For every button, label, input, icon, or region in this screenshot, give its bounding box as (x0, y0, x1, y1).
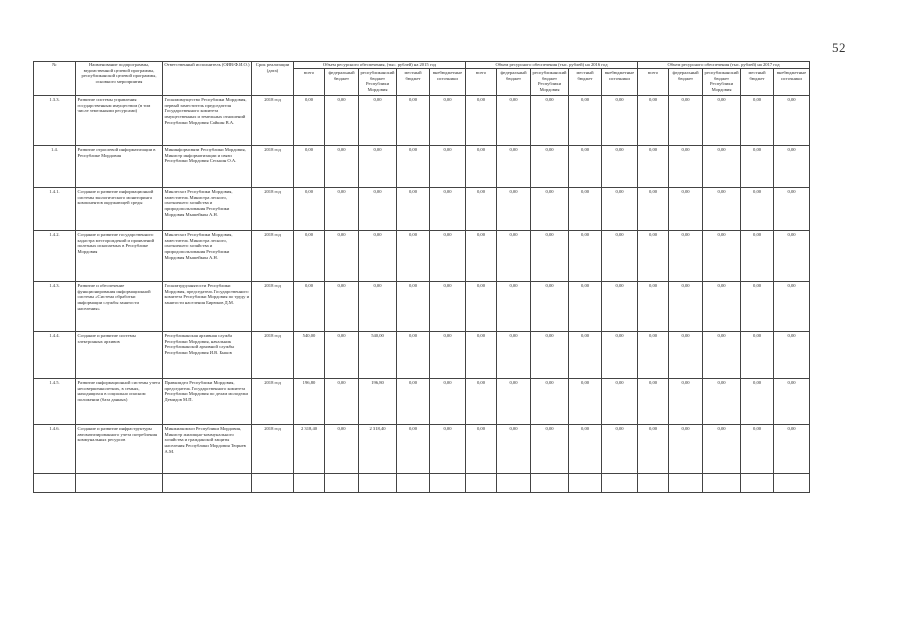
row-responsible: Республиканская архивная служба Республики Мордовия, начальник Республиканской архивной службы Республики Мордовия И.В. Быков (163, 332, 252, 379)
value-2015-extrabudget: 0,00 (430, 96, 466, 146)
value-2016-republic: 0,00 (531, 146, 569, 188)
table-row (34, 96, 810, 146)
value-2017-total: 0,00 (638, 425, 669, 474)
value-2017-extrabudget: 0,00 (774, 188, 810, 231)
value-2016-local: 0,00 (569, 379, 602, 425)
value-2015-federal: 0,00 (325, 146, 359, 188)
value-2015-republic: 0,00 (359, 188, 397, 231)
value-2016-extrabudget: 0,00 (602, 231, 638, 282)
value-2017-total: 0,00 (638, 282, 669, 332)
value-2016-federal: 0,00 (497, 425, 531, 474)
value-2015-extrabudget: 0,00 (430, 231, 466, 282)
row-term: 2018 год (252, 332, 294, 379)
value-2016-total: 0,00 (466, 188, 497, 231)
table-body (34, 96, 810, 493)
value-2016-local: 0,00 (569, 282, 602, 332)
value-2015-extrabudget: 0,00 (430, 425, 466, 474)
value-2015-federal: 0,00 (325, 188, 359, 231)
table-row (34, 379, 810, 425)
table-row (34, 282, 810, 332)
row-responsible: Правкомдел Республики Мордовия, председатель Государственного комитета Республики Мордовия по делам молодежи Демидов М.П. (163, 379, 252, 425)
value-2016-republic: 0,00 (531, 231, 569, 282)
value-2016-local: 0,00 (569, 425, 602, 474)
value-2017-local: 0,00 (741, 96, 774, 146)
value-2015-republic: 540,00 (359, 332, 397, 379)
value-2016-total: 0,00 (466, 96, 497, 146)
value-2015-local: 0,00 (397, 146, 430, 188)
row-name: Создание и развитие системы электронных архивов (76, 332, 163, 379)
row-term: 2018 год (252, 96, 294, 146)
table-row (34, 188, 810, 231)
value-2016-federal: 0,00 (497, 379, 531, 425)
value-2017-republic: 0,00 (703, 282, 741, 332)
value-2016-total: 0,00 (466, 282, 497, 332)
row-number: 1.4.5. (34, 379, 76, 425)
value-2017-local: 0,00 (741, 231, 774, 282)
value-2017-republic: 0,00 (703, 188, 741, 231)
value-2016-republic: 0,00 (531, 332, 569, 379)
value-2016-extrabudget: 0,00 (602, 379, 638, 425)
header-group-2015: Объем ресурсного обеспечения, (тыс. рублей) на 2015 год (294, 62, 466, 69)
value-2016-extrabudget: 0,00 (602, 96, 638, 146)
header-sub-federal: федеральный бюджет (497, 69, 531, 96)
value-2015-extrabudget: 0,00 (430, 379, 466, 425)
value-2016-extrabudget: 0,00 (602, 188, 638, 231)
value-2016-total: 0,00 (466, 332, 497, 379)
value-2015-federal: 0,00 (325, 332, 359, 379)
header-sub-federal: федеральный бюджет (325, 69, 359, 96)
value-2016-republic: 0,00 (531, 96, 569, 146)
table-row (34, 425, 810, 474)
value-2015-federal: 0,00 (325, 425, 359, 474)
value-2015-republic: 0,00 (359, 231, 397, 282)
value-2016-extrabudget: 0,00 (602, 146, 638, 188)
value-2017-federal: 0,00 (669, 282, 703, 332)
row-responsible: Госкомтрудзанятости Республики Мордовия, председатель Государственного комитета Республики Мордовия по труду и занятости населения Бирюков Д.М. (163, 282, 252, 332)
value-2015-federal: 0,00 (325, 231, 359, 282)
value-2016-total: 0,00 (466, 379, 497, 425)
value-2016-republic: 0,00 (531, 282, 569, 332)
value-2016-federal: 0,00 (497, 282, 531, 332)
header-name: Наименование подпрограммы, ведомственной целевой программы, республиканской целевой программы, основного мероприятия (76, 62, 163, 96)
value-2017-extrabudget: 0,00 (774, 425, 810, 474)
value-2016-local: 0,00 (569, 188, 602, 231)
value-2017-extrabudget: 0,00 (774, 231, 810, 282)
table-row (34, 146, 810, 188)
row-number: 1.4. (34, 146, 76, 188)
value-2017-local: 0,00 (741, 332, 774, 379)
row-term: 2018 год (252, 231, 294, 282)
header-sub-total: всего (466, 69, 497, 96)
value-2017-republic: 0,00 (703, 231, 741, 282)
value-2016-republic: 0,00 (531, 379, 569, 425)
header-sub-federal: федеральный бюджет (669, 69, 703, 96)
value-2016-federal: 0,00 (497, 231, 531, 282)
row-name: Создание и развитие государственного кадастра месторождений и проявлений полезных ископаемых в Республике Мордовия (76, 231, 163, 282)
value-2017-federal: 0,00 (669, 332, 703, 379)
value-2016-republic: 0,00 (531, 425, 569, 474)
row-responsible: Мининформсвязи Республики Мордовия, Министр информатизации и связи Республики Мордовия Сеськин О.А. (163, 146, 252, 188)
value-2017-federal: 0,00 (669, 188, 703, 231)
row-name: Создание и развитие инфраструктуры автоматизированного учета потребления коммунальных ресурсов (76, 425, 163, 474)
value-2015-extrabudget: 0,00 (430, 146, 466, 188)
value-2017-extrabudget: 0,00 (774, 146, 810, 188)
value-2017-local: 0,00 (741, 425, 774, 474)
value-2015-federal: 0,00 (325, 96, 359, 146)
row-term: 2018 год (252, 425, 294, 474)
value-2016-local: 0,00 (569, 332, 602, 379)
value-2016-federal: 0,00 (497, 188, 531, 231)
value-2017-republic: 0,00 (703, 332, 741, 379)
value-2017-federal: 0,00 (669, 96, 703, 146)
value-2017-extrabudget: 0,00 (774, 282, 810, 332)
value-2015-local: 0,00 (397, 188, 430, 231)
value-2015-extrabudget: 0,00 (430, 188, 466, 231)
row-term: 2018 год (252, 146, 294, 188)
value-2015-total: 2 318,40 (294, 425, 325, 474)
value-2016-federal: 0,00 (497, 146, 531, 188)
header-sub-extrabudget: внебюджетные источники (430, 69, 466, 96)
value-2015-total: 540,00 (294, 332, 325, 379)
value-2017-republic: 0,00 (703, 425, 741, 474)
value-2017-federal: 0,00 (669, 146, 703, 188)
value-2017-federal: 0,00 (669, 379, 703, 425)
value-2015-federal: 0,00 (325, 282, 359, 332)
row-term: 2018 год (252, 282, 294, 332)
row-term: 2018 год (252, 379, 294, 425)
value-2017-total: 0,00 (638, 146, 669, 188)
table-row (34, 231, 810, 282)
header-sub-total: всего (638, 69, 669, 96)
value-2017-federal: 0,00 (669, 231, 703, 282)
value-2017-extrabudget: 0,00 (774, 379, 810, 425)
row-number: 1.4.3. (34, 282, 76, 332)
header-sub-extrabudget: внебюджетные источники (602, 69, 638, 96)
value-2015-republic: 0,00 (359, 96, 397, 146)
value-2015-local: 0,00 (397, 379, 430, 425)
value-2015-republic: 0,00 (359, 282, 397, 332)
value-2017-extrabudget: 0,00 (774, 332, 810, 379)
value-2016-total: 0,00 (466, 425, 497, 474)
table-row-empty (34, 474, 810, 493)
value-2015-total: 0,00 (294, 188, 325, 231)
row-number: 1.4.1. (34, 188, 76, 231)
value-2016-federal: 0,00 (497, 96, 531, 146)
value-2016-local: 0,00 (569, 146, 602, 188)
row-name: Создание и развитие информационной системы экологического мониторинга компонентов окружающей среды (76, 188, 163, 231)
value-2015-republic: 196,80 (359, 379, 397, 425)
row-number: 1.3.3. (34, 96, 76, 146)
value-2015-extrabudget: 0,00 (430, 282, 466, 332)
row-name: Развитие системы управления государственным имуществом (в том числе земельными ресурсами) (76, 96, 163, 146)
value-2015-local: 0,00 (397, 332, 430, 379)
value-2015-local: 0,00 (397, 282, 430, 332)
row-name: Развитие и обеспечение функционирования информационной системы «Система обработки информации службы занятости населения» (76, 282, 163, 332)
value-2015-total: 0,00 (294, 96, 325, 146)
header-sub-republic: республиканский бюджет Республики Мордовия (531, 69, 569, 96)
value-2017-republic: 0,00 (703, 96, 741, 146)
header-sub-local: местный бюджет (397, 69, 430, 96)
value-2017-total: 0,00 (638, 332, 669, 379)
value-2017-local: 0,00 (741, 146, 774, 188)
value-2016-federal: 0,00 (497, 332, 531, 379)
value-2015-local: 0,00 (397, 425, 430, 474)
row-name: Развитие информационной системы учета несовершеннолетних, в семьях, находящихся в социально опасном положении (база данных) (76, 379, 163, 425)
value-2016-total: 0,00 (466, 231, 497, 282)
header-sub-extrabudget: внебюджетные источники (774, 69, 810, 96)
row-number: 1.4.2. (34, 231, 76, 282)
header-sub-local: местный бюджет (569, 69, 602, 96)
value-2017-republic: 0,00 (703, 379, 741, 425)
row-responsible: Минлесхоз Республики Мордовия, заместитель Министра лесного, охотничьего хозяйства и природопользования Республики Мордовия Мышейкин А.Н. (163, 231, 252, 282)
value-2015-republic: 0,00 (359, 146, 397, 188)
value-2016-local: 0,00 (569, 96, 602, 146)
value-2016-total: 0,00 (466, 146, 497, 188)
value-2016-extrabudget: 0,00 (602, 282, 638, 332)
header-sub-total: всего (294, 69, 325, 96)
header-responsible: Ответственный исполнитель (ОИВ/Ф.И.О.) (163, 62, 252, 96)
header-group-2017: Объем ресурсного обеспечения (тыс. рублей) на 2017 год (638, 62, 810, 69)
value-2015-republic: 2 318,40 (359, 425, 397, 474)
value-2015-local: 0,00 (397, 231, 430, 282)
row-responsible: Госкомимущество Республики Мордовия, первый заместитель председателя Государственного комитета имущественных и земельных отношений Республики Мордовия Сайкин В.А. (163, 96, 252, 146)
header-sub-republic: республиканский бюджет Республики Мордовия (703, 69, 741, 96)
table-row (34, 332, 810, 379)
page-number: 52 (832, 40, 846, 55)
value-2015-local: 0,00 (397, 96, 430, 146)
row-term: 2018 год (252, 188, 294, 231)
value-2017-total: 0,00 (638, 379, 669, 425)
header-group-2016: Объем ресурсного обеспечения (тыс. рублей) на 2016 год (466, 62, 638, 69)
row-number: 1.4.4. (34, 332, 76, 379)
value-2015-total: 196,80 (294, 379, 325, 425)
row-responsible: Минжилкомхоз Республики Мордовия, Министр жилищно-коммунального хозяйства и гражданской защиты населения Республики Мордовия Тюрнев А.М. (163, 425, 252, 474)
value-2015-total: 0,00 (294, 282, 325, 332)
value-2015-extrabudget: 0,00 (430, 332, 466, 379)
header-no: № (34, 62, 76, 96)
value-2015-total: 0,00 (294, 231, 325, 282)
value-2016-extrabudget: 0,00 (602, 425, 638, 474)
row-name: Развитие отраслевой информатизации в Республике Мордовия (76, 146, 163, 188)
value-2017-federal: 0,00 (669, 425, 703, 474)
header-row-top (34, 62, 810, 69)
header-sub-local: местный бюджет (741, 69, 774, 96)
value-2016-extrabudget: 0,00 (602, 332, 638, 379)
value-2016-local: 0,00 (569, 231, 602, 282)
value-2015-federal: 0,00 (325, 379, 359, 425)
value-2017-local: 0,00 (741, 282, 774, 332)
value-2017-republic: 0,00 (703, 146, 741, 188)
value-2017-extrabudget: 0,00 (774, 96, 810, 146)
row-number: 1.4.6. (34, 425, 76, 474)
value-2017-local: 0,00 (741, 188, 774, 231)
value-2016-republic: 0,00 (531, 188, 569, 231)
value-2015-total: 0,00 (294, 146, 325, 188)
header-term: Срок реализации (дата) (252, 62, 294, 96)
value-2017-local: 0,00 (741, 379, 774, 425)
value-2017-total: 0,00 (638, 231, 669, 282)
header-sub-republic: республиканский бюджет Республики Мордовия (359, 69, 397, 96)
value-2017-total: 0,00 (638, 188, 669, 231)
value-2017-total: 0,00 (638, 96, 669, 146)
row-responsible: Минлесхоз Республики Мордовия, заместитель Министра лесного, охотничьего хозяйства и природопользования Республики Мордовия Мышейкин А.Н. (163, 188, 252, 231)
budget-table (33, 61, 810, 493)
